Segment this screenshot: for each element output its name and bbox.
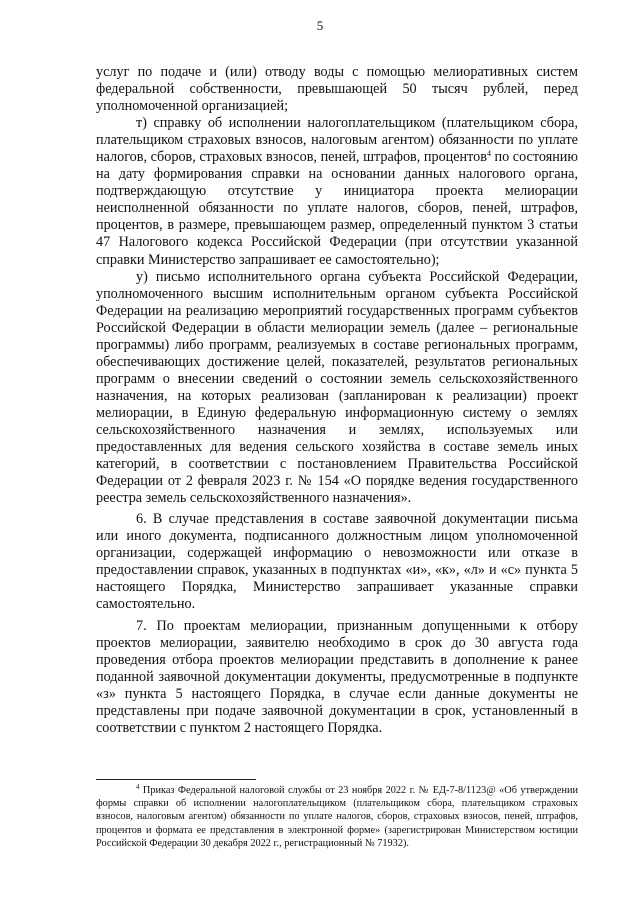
footnote-ref: 4: [486, 149, 491, 159]
paragraph-text: т) справку об исполнении налогоплательщиком (плательщиком сбора, плательщиком страховых взносов, налоговым агентом) обязанности по уплате налогов, сборов, страховых взносов, пеней, штрафов, процентов: [96, 115, 578, 166]
paragraph-item-u: у) письмо исполнительного органа субъекта Российской Федерации, уполномоченного высшим исполнительным органом субъекта Российской Федерации на реализацию мероприятий государственных программ субъектов Российской Федерации в области мелиорации земель (далее – региональные программы) либо программ, реализуемых в составе региональных программ, обеспечивающих достижение целей, показателей, результатов региональных программ о внесении сведений о состоянии земель сельскохозяйственного назначения, на которых реализован (запланирован к реализации) проект мелиорации, в Единую федеральную информационную систему о землях сельскохозяйственного назначения и землях, используемых или предоставленных для ведения сельского хозяйства в составе земель иных категорий, в соответствии с постановлением Правительства Российской Федерации от 2 февраля 2023 г. № 154 «О порядке ведения государственного реестра земель сельскохозяйственного назначения».: [96, 268, 578, 507]
footnote-text: Приказ Федеральной налоговой службы от 23 ноября 2022 г. № ЕД-7-8/1123@ «Об утверждении формы справки об исполнении налогоплательщиком (плательщиком сбора, плательщиком страховых взносов, налоговым агентом) обязанности по уплате налогов, сборов, страховых взносов, пеней, штрафов, процентов и формата ее представления в электронной форме» (зарегистрирован Министерством юстиции Российской Федерации 30 декабря 2022 г., регистрационный № 71932).: [96, 785, 578, 849]
paragraph-continuation: услуг по подаче и (или) отводу воды с помощью мелиоративных систем федеральной собственности, превышающей 50 тысяч рублей, перед уполномоченной организацией;: [96, 64, 578, 115]
paragraph-7: 7. По проектам мелиорации, признанным допущенными к отбору проектов мелиорации, заявителю необходимо в срок до 30 августа года проведения отбора проектов мелиорации представить в дополнение к ранее поданной заявочной документации документы, предусмотренные в подпункте «з» пункта 5 настоящего Порядка, в случае если данные документы не представлены при подаче заявочной документации в срок, установленный в соответствии с пунктом 2 настоящего Порядка.: [96, 617, 578, 736]
footnote-divider: [96, 779, 256, 780]
footnotes: [96, 784, 578, 850]
paragraph-text-after: по состоянию на дату формирования справки на основании данных налогового органа, подтверждающую отсутствие у инициатора проекта мелиорации неисполненной обязанности по уплате налогов, сборов, пеней, штрафов, процентов, в размере, превышающем размер, определенный пунктом 3 статьи 47 Налогового кодекса Российской Федерации (при отсутствии указанной справки Министерство запрашивает ее самостоятельно);: [96, 149, 578, 268]
paragraph-6: 6. В случае представления в составе заявочной документации письма или иного документа, подписанного должностным лицом уполномоченной организации, содержащей информацию о невозможности или отказе в предоставлении справок, указанных в подпунктах «и», «к», «л» и «с» пункта 5 настоящего Порядка, Министерство запрашивает указанные справки самостоятельно.: [96, 511, 578, 613]
paragraph-item-t: [96, 115, 578, 268]
page-number: 5: [316, 18, 324, 33]
footnote-number: 4: [136, 783, 140, 791]
footnote: [96, 784, 578, 850]
body-text: [96, 64, 578, 737]
